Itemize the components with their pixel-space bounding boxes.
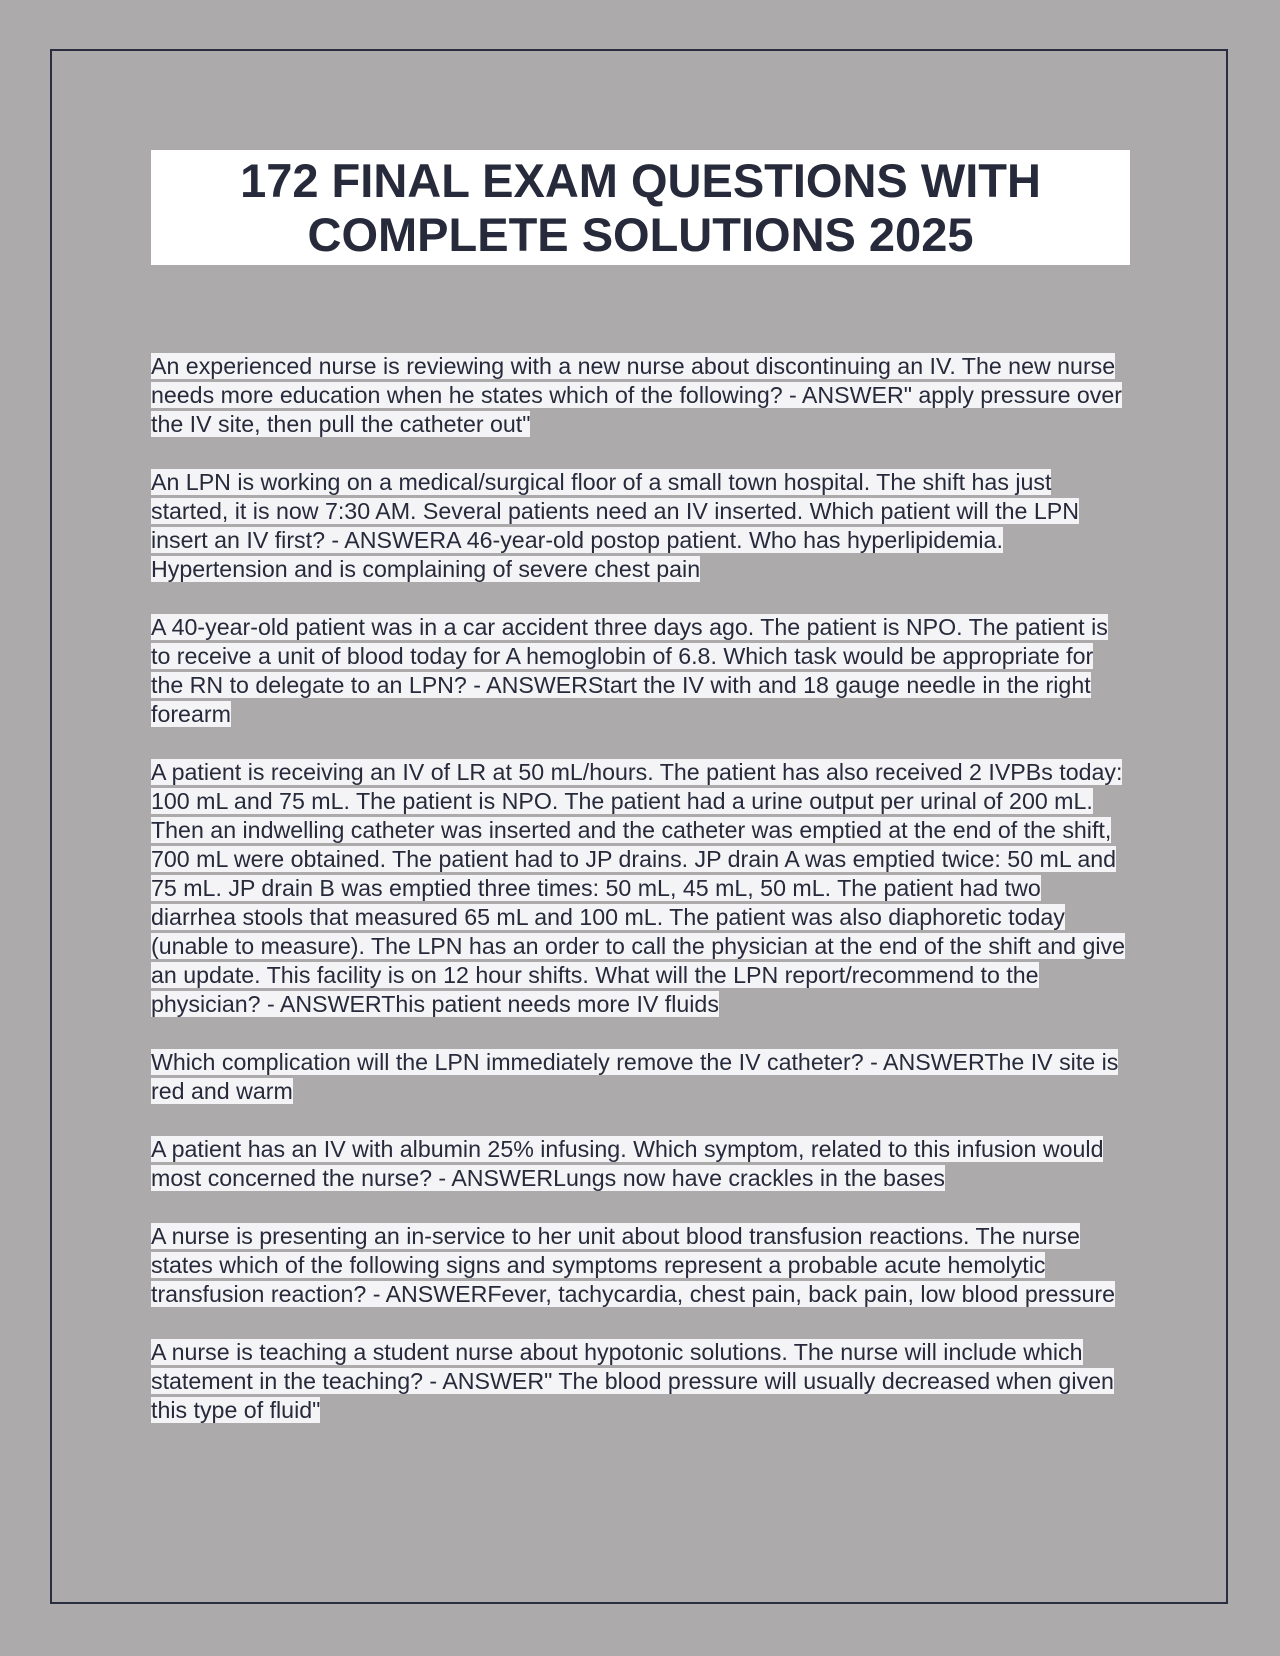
qa-text: A patient has an IV with albumin 25% infusing. Which symptom, related to this infusion would most concerned the nurse? - ANSWERLungs now have crackles in the bases <box>151 1136 1104 1191</box>
title-banner <box>151 150 1130 265</box>
qa-item <box>151 1135 1131 1193</box>
question-answer-list <box>151 352 1131 1454</box>
document-title: 172 FINAL EXAM QUESTIONS WITH COMPLETE SOLUTIONS 2025 <box>240 153 1041 261</box>
qa-text: A 40-year-old patient was in a car accident three days ago. The patient is NPO. The patient is to receive a unit of blood today for A hemoglobin of 6.8. Which task would be appropriate for the RN to delegate to an LPN? - ANSWERStart the IV with and 18 gauge needle in the right forearm <box>151 614 1108 727</box>
qa-text: An LPN is working on a medical/surgical floor of a small town hospital. The shift has just started, it is now 7:30 AM. Several patients need an IV inserted. Which patient will the LPN insert an IV first? - ANSWERA 46-year-old postop patient. Who has hyperlipidemia. Hypertension and is complaining of severe chest pain <box>151 469 1079 582</box>
qa-text: A nurse is teaching a student nurse about hypotonic solutions. The nurse will include which statement in the teaching? - ANSWER" The blood pressure will usually decreased when given this type of fluid" <box>151 1339 1114 1423</box>
qa-item <box>151 613 1131 729</box>
qa-text: A patient is receiving an IV of LR at 50 mL/hours. The patient has also received 2 IVPBs today: 100 mL and 75 mL. The patient is NPO. The patient had a urine output per urinal of 200 mL. Then an indwelling catheter was inserted and the catheter was emptied at the end of the shift, 700 mL were obtained. The patient had to JP drains. JP drain A was emptied twice: 50 mL and 75 mL. JP drain B was emptied three times: 50 mL, 45 mL, 50 mL. The patient had two diarrhea stools that measured 65 mL and 100 mL. The patient was also diaphoretic today (unable to measure). The LPN has an order to call the physician at the end of the shift and give an update. This facility is on 12 hour shifts. What will the LPN report/recommend to the physician? - ANSWERThis patient needs more IV fluids <box>151 759 1126 1017</box>
qa-text: A nurse is presenting an in-service to her unit about blood transfusion reactions. The nurse states which of the following signs and symptoms represent a probable acute hemolytic transfusion reaction? - ANSWERFever, tachycardia, chest pain, back pain, low blood pressure <box>151 1223 1116 1307</box>
qa-text: An experienced nurse is reviewing with a new nurse about discontinuing an IV. The new nurse needs more education when he states which of the following? - ANSWER" apply pressure over the IV site, then pull the catheter out" <box>151 353 1123 437</box>
qa-text: Which complication will the LPN immediately remove the IV catheter? - ANSWERThe IV site is red and warm <box>151 1049 1119 1104</box>
qa-item <box>151 1338 1131 1425</box>
qa-item <box>151 468 1131 584</box>
qa-item <box>151 1222 1131 1309</box>
qa-item <box>151 352 1131 439</box>
qa-item <box>151 1048 1131 1106</box>
qa-item <box>151 758 1131 1019</box>
